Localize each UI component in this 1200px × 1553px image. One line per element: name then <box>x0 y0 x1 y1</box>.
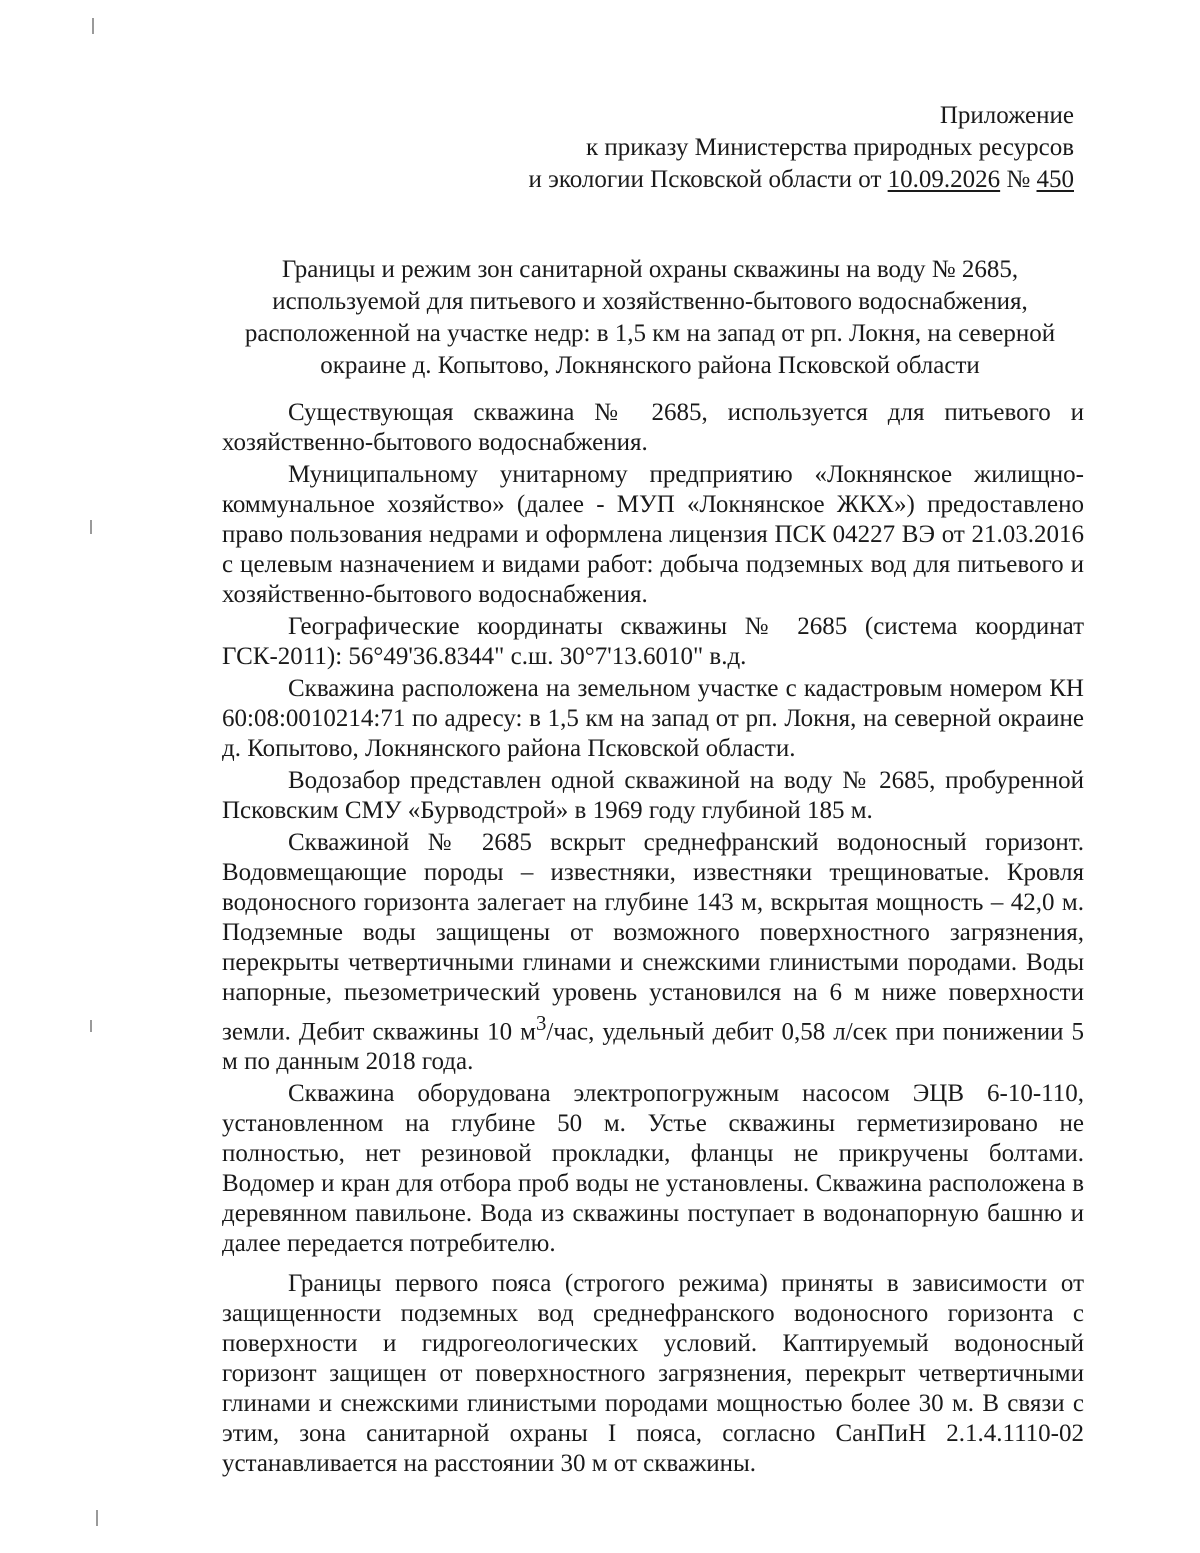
order-date-prefix: и экологии Псковской области от <box>528 166 888 193</box>
title-line: расположенной на участке недр: в 1,5 км на запад от рп. Локня, на северной <box>244 320 1056 347</box>
order-reference: к приказу Министерства природных ресурсов <box>585 134 1074 161</box>
order-number: 450 <box>1036 166 1074 193</box>
hydrogeology-text-a: Скважиной № 2685 вскрыт среднефранский водоносный горизонт. Водовмещающие породы – известняки, известняки трещиноватые. Кровля водоносного горизонта залегает на глубине 143 м, вскрытая мощность – 42,0 м. Подземные воды защищены от возможного поверхностного загрязнения, перекрыты четвертичными глинами и снежскими глинистыми породами. Воды напорные, пьезометрический уровень установился на 6 м ниже поверхности земли. Дебит скважины 10 м <box>222 829 1084 1046</box>
paragraph-hydrogeology <box>222 828 1084 1077</box>
paragraph-first-zone: Границы первого пояса (строгого режима) приняты в зависимости от защищенности подземных вод среднефранского водоносного горизонта с поверхности и гидрогеологических условий. Каптируемый водоносный горизонт защищен от поверхностного загрязнения, перекрыт четвертичными глинами и снежскими глинистыми породами мощностью более 30 м. В связи с этим, зона санитарной охраны I пояса, согласно СанПиН 2.1.4.1110-02 устанавливается на расстоянии 30 м от скважины. <box>222 1270 1084 1478</box>
title-line: Границы и режим зон санитарной охраны скважины на воду № 2685, <box>281 256 1019 283</box>
order-date: 10.09.2026 <box>887 166 1001 193</box>
appendix-label: Приложение <box>939 102 1074 129</box>
scan-edge-mark <box>96 1510 98 1526</box>
cubic-superscript: 3 <box>535 1011 547 1035</box>
paragraph-well-purpose: Существующая скважина № 2685, используется для питьевого и хозяйственно-бытового водоснабжения. <box>222 399 1084 456</box>
scan-edge-mark <box>92 18 94 34</box>
hydrogeology-text-b: /час, удельный дебит 0,58 л/сек при понижении 5 м по данным 2018 года. <box>222 1018 1084 1076</box>
order-number-sign: № <box>1000 166 1037 193</box>
paragraph-equipment: Скважина оборудована электропогружным насосом ЭЦВ 6-10-110, установленном на глубине 50 м. Устье скважины герметизировано не полностью, нет резиновой прокладки, фланцы не прикручены болтами. Водомер и кран для отбора проб воды не установлены. Скважина расположена в деревянном павильоне. Вода из скважины поступает в водонапорную башню и далее передается потребителю. <box>222 1080 1084 1258</box>
paragraph-license: Муниципальному унитарному предприятию «Локнянское жилищно-коммунальное хозяйство» (далее - МУП «Локнянское ЖКХ») предоставлено право пользования недрами и оформлена лицензия ПСК 04227 ВЭ от 21.03.2016 с целевым назначением и видами работ: добыча подземных вод для питьевого и хозяйственно-бытового водоснабжения. <box>222 461 1084 608</box>
title-line: окраине д. Копытово, Локнянского района Псковской области <box>320 352 980 379</box>
order-date-line <box>529 164 1074 196</box>
document-title <box>230 254 1070 382</box>
paragraph-water-intake: Водозабор представлен одной скважиной на воду № 2685, пробуренной Псковским СМУ «Бурводстрой» в 1969 году глубиной 185 м. <box>222 767 1084 824</box>
title-line: используемой для питьевого и хозяйственно-бытового водоснабжения, <box>272 288 1028 315</box>
paragraph-location: Скважина расположена на земельном участке с кадастровым номером КН 60:08:0010214:71 по адресу: в 1,5 км на запад от рп. Локня, на северной окраине д. Копытово, Локнянского района Псковской области. <box>222 675 1084 762</box>
appendix-header <box>529 100 1074 196</box>
paragraph-coordinates: Географические координаты скважины № 2685 (система координат ГСК-2011): 56°49'36.8344" с.ш. 30°7'13.6010" в.д. <box>222 613 1084 670</box>
scan-edge-mark <box>90 520 92 534</box>
scan-edge-mark <box>90 1020 92 1032</box>
document-body <box>222 398 1084 1481</box>
